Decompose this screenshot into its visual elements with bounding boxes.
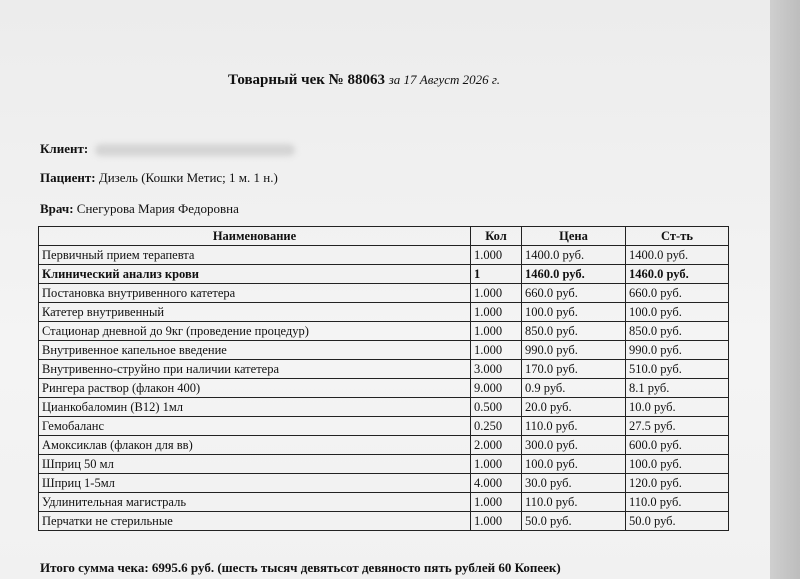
- table-row: [39, 265, 729, 284]
- cell-qty: 4.000: [471, 474, 522, 493]
- receipt-date: за 17 Август 2026 г.: [388, 72, 501, 87]
- table-row: [39, 512, 729, 531]
- cell-price: 1460.0 руб.: [522, 265, 626, 284]
- cell-price: 660.0 руб.: [522, 284, 626, 303]
- cell-price: 110.0 руб.: [522, 417, 626, 436]
- cell-qty: 0.250: [471, 417, 522, 436]
- doctor-value: Снегурова Мария Федоровна: [76, 201, 239, 216]
- cell-name: Рингера раствор (флакон 400): [39, 379, 471, 398]
- cell-name: Шприц 1-5мл: [39, 474, 471, 493]
- cell-price: 100.0 руб.: [522, 303, 626, 322]
- table-row: [39, 341, 729, 360]
- cell-price: 50.0 руб.: [522, 512, 626, 531]
- cell-sum: 600.0 руб.: [626, 436, 729, 455]
- doctor-label: Врач:: [40, 201, 74, 216]
- doctor-row: [40, 201, 239, 217]
- cell-price: 110.0 руб.: [522, 493, 626, 512]
- table-row: [39, 436, 729, 455]
- cell-qty: 1.000: [471, 303, 522, 322]
- patient-row: [40, 170, 278, 186]
- page-edge: [770, 0, 800, 579]
- table-row: [39, 493, 729, 512]
- cell-name: Шприц 50 мл: [39, 455, 471, 474]
- cell-name: Клинический анализ крови: [39, 265, 471, 284]
- cell-sum: 10.0 руб.: [626, 398, 729, 417]
- cell-sum: 850.0 руб.: [626, 322, 729, 341]
- cell-price: 300.0 руб.: [522, 436, 626, 455]
- cell-qty: 9.000: [471, 379, 522, 398]
- cell-price: 30.0 руб.: [522, 474, 626, 493]
- table-row: [39, 474, 729, 493]
- cell-qty: 1.000: [471, 322, 522, 341]
- header-sum: Ст-ть: [626, 227, 729, 246]
- client-label: Клиент:: [40, 141, 89, 156]
- cell-sum: 660.0 руб.: [626, 284, 729, 303]
- cell-name: Стационар дневной до 9кг (проведение процедур): [39, 322, 471, 341]
- client-row: [40, 141, 295, 157]
- cell-sum: 8.1 руб.: [626, 379, 729, 398]
- cell-sum: 100.0 руб.: [626, 455, 729, 474]
- cell-sum: 110.0 руб.: [626, 493, 729, 512]
- cell-price: 1400.0 руб.: [522, 246, 626, 265]
- receipt-number: Товарный чек № 88063: [228, 72, 385, 88]
- receipt-title: [228, 72, 500, 89]
- table-row: [39, 417, 729, 436]
- total-line: Итого сумма чека: 6995.6 руб. (шесть тысяч девятьсот девяносто пять рублей 60 Копеек): [40, 560, 561, 575]
- cell-name: Внутривенное капельное введение: [39, 341, 471, 360]
- table-row: [39, 322, 729, 341]
- cell-price: 100.0 руб.: [522, 455, 626, 474]
- patient-value: Дизель (Кошки Метис; 1 м. 1 н.): [98, 170, 278, 185]
- cell-qty: 1.000: [471, 493, 522, 512]
- cell-qty: 1.000: [471, 455, 522, 474]
- cell-sum: 50.0 руб.: [626, 512, 729, 531]
- cell-sum: 27.5 руб.: [626, 417, 729, 436]
- cell-name: Катетер внутривенный: [39, 303, 471, 322]
- cell-price: 20.0 руб.: [522, 398, 626, 417]
- table-row: [39, 246, 729, 265]
- cell-sum: 100.0 руб.: [626, 303, 729, 322]
- header-price: Цена: [522, 227, 626, 246]
- cell-sum: 510.0 руб.: [626, 360, 729, 379]
- cell-qty: 0.500: [471, 398, 522, 417]
- cell-qty: 1.000: [471, 341, 522, 360]
- cell-name: Перчатки не стерильные: [39, 512, 471, 531]
- table-row: [39, 455, 729, 474]
- cell-qty: 1.000: [471, 284, 522, 303]
- table-row: [39, 303, 729, 322]
- table-header-row: [39, 227, 729, 246]
- cell-qty: 1: [471, 265, 522, 284]
- cell-name: Удлинительная магистраль: [39, 493, 471, 512]
- client-redacted: [95, 144, 295, 156]
- cell-qty: 1.000: [471, 512, 522, 531]
- cell-sum: 1460.0 руб.: [626, 265, 729, 284]
- cell-name: Цианкобаломин (B12) 1мл: [39, 398, 471, 417]
- cell-price: 170.0 руб.: [522, 360, 626, 379]
- patient-label: Пациент:: [40, 170, 96, 185]
- header-name: Наименование: [39, 227, 471, 246]
- cell-name: Гемобаланс: [39, 417, 471, 436]
- cell-price: 990.0 руб.: [522, 341, 626, 360]
- table-row: [39, 284, 729, 303]
- cell-sum: 1400.0 руб.: [626, 246, 729, 265]
- header-qty: Кол: [471, 227, 522, 246]
- cell-qty: 3.000: [471, 360, 522, 379]
- cell-name: Первичный прием терапевта: [39, 246, 471, 265]
- table-row: [39, 360, 729, 379]
- cell-price: 850.0 руб.: [522, 322, 626, 341]
- cell-qty: 1.000: [471, 246, 522, 265]
- items-table: [38, 226, 729, 531]
- cell-qty: 2.000: [471, 436, 522, 455]
- cell-price: 0.9 руб.: [522, 379, 626, 398]
- cell-sum: 120.0 руб.: [626, 474, 729, 493]
- cell-name: Амоксиклав (флакон для вв): [39, 436, 471, 455]
- cell-name: Внутривенно-струйно при наличии катетера: [39, 360, 471, 379]
- table-row: [39, 379, 729, 398]
- table-row: [39, 398, 729, 417]
- cell-sum: 990.0 руб.: [626, 341, 729, 360]
- cell-name: Постановка внутривенного катетера: [39, 284, 471, 303]
